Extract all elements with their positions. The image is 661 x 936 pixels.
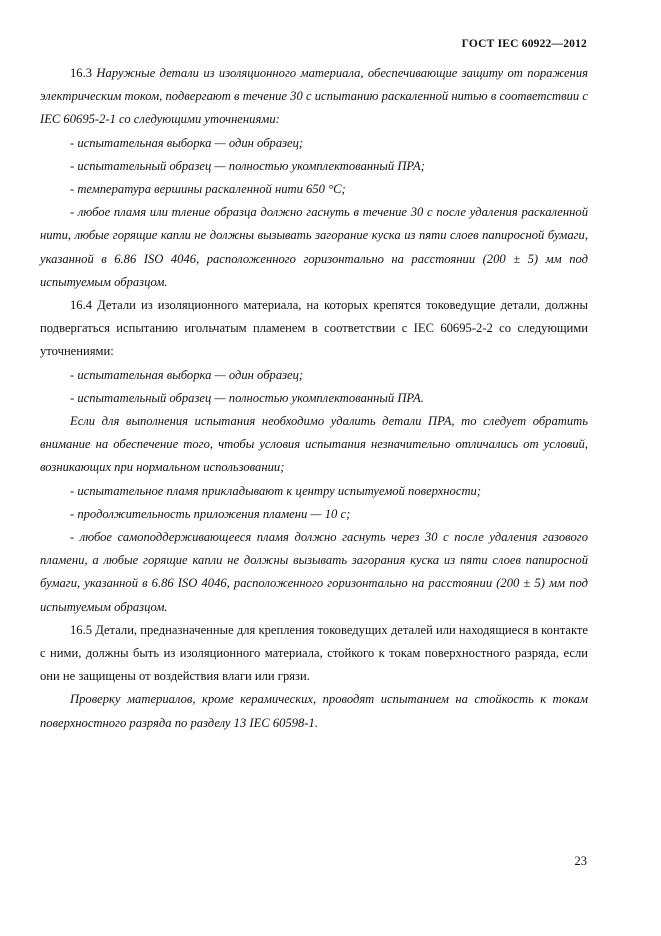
clause-16-3 bbox=[40, 62, 588, 132]
list-item: - испытательный образец — полностью укомплектованный ПРА; bbox=[70, 158, 425, 173]
list-item: - испытательное пламя прикладывают к центру испытуемой поверхности; bbox=[70, 483, 482, 498]
list-item: - испытательный образец — полностью укомплектованный ПРА. bbox=[70, 390, 424, 405]
page-number: 23 bbox=[574, 854, 587, 868]
list-item: - температура вершины раскаленной нити 650 °С; bbox=[70, 182, 346, 197]
clause-check: Проверку материалов, кроме керамических, проводят испытанием на стойкость к токам поверхностного разряда по разделу 13 IEC 60598-1. bbox=[40, 692, 588, 730]
clause-16-5 bbox=[40, 619, 588, 689]
clause-text: Детали из изоляционного материала, на которых крепятся токоведущие детали, должны подвергаться испытанию игольчатым пламенем в соответствии с IEC 60695-2-2 со следующими уточнениями: bbox=[40, 298, 588, 359]
document-body bbox=[40, 62, 588, 735]
clause-number: 16.4 bbox=[70, 298, 93, 313]
list-item: - испытательная выборка — один образец; bbox=[70, 367, 304, 382]
clause-text: Наружные детали из изоляционного материала, обеспечивающие защиту от поражения электрическим током, подвергают в течение 30 с испытанию раскаленной нитью в соответствии с IEC 60695-2-1 со следующими уточнениями: bbox=[40, 66, 588, 127]
clause-16-4 bbox=[40, 294, 588, 364]
list-item: - испытательная выборка — один образец; bbox=[70, 135, 304, 150]
clause-note: Если для выполнения испытания необходимо удалить детали ПРА, то следует обратить внимание на обеспечение того, чтобы условия испытания незначительно отличались от условий, возникающих при нормальном использовании; bbox=[40, 414, 588, 475]
list-item: - продолжительность приложения пламени — 10 с; bbox=[70, 506, 351, 521]
list-item: - любое пламя или тление образца должно гаснуть в течение 30 с после удаления раскаленной нити, любые горящие капли не должны вызывать загорание куска из пяти слоев папиросной бумаги, указанной в 6.86 ISO 4046, расположенного горизонтально на расстоянии (200 ± 5) мм под испытуемым образцом. bbox=[40, 205, 588, 289]
list-item: - любое самоподдерживающееся пламя должно гаснуть через 30 с после удаления газового пламени, а любые горящие капли не должны вызывать загорания куска из пяти слоев папиросной бумаги, указанной в 6.86 ISO 4046, расположенного горизонтально на расстоянии (200 ± 5) мм под испытуемым образцом. bbox=[40, 530, 588, 614]
clause-number: 16.5 bbox=[70, 622, 93, 637]
document-header: ГОСТ IEC 60922—2012 bbox=[461, 38, 587, 50]
clause-number: 16.3 bbox=[70, 66, 93, 80]
clause-text: Детали, предназначенные для крепления токоведущих деталей или находящиеся в контакте с ними, должны быть из изоляционного материала, стойкого к токам поверхностного разряда, если они не защищены от воздействия влаги или грязи. bbox=[40, 622, 588, 684]
